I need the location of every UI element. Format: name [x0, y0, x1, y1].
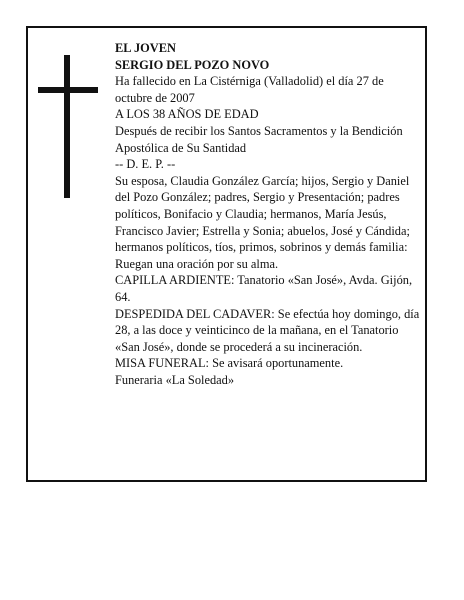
cross-icon [38, 55, 98, 198]
obituary-notice [26, 26, 427, 482]
deceased-name: SERGIO DEL POZO NOVO [115, 57, 270, 72]
notice-heading-1: EL JOVEN [115, 41, 176, 55]
mass-info: MISA FUNERAL: Se avisará oportunamente. [115, 356, 344, 371]
obituary-text [115, 40, 420, 388]
funeral-home: Funeraria «La Soledad» [115, 372, 235, 387]
rip-line: -- D. E. P. -- [115, 157, 176, 172]
family-list: Su esposa, Claudia González García; hijos, Sergio y Daniel del Pozo González; padres, Sergio y Presentación; padres políticos, Bonifacio y Claudia; hermanos, María Jesús, Francisco Javier; Estrella y Sonia; abuelos, José y Cándida; hermanos políticos, tíos, primos, sobrinos y demás familia: [115, 173, 410, 255]
sacraments-line: Después de recibir los Santos Sacramentos y la Bendición Apostólica de Su Santidad [115, 123, 403, 155]
cross-horizontal-bar [38, 87, 98, 93]
farewell-info: DESPEDIDA DEL CADAVER: Se efectúa hoy domingo, día 28, a las doce y veinticinco de la mañana, en el Tanatorio «San José», donde se procederá a su incineración. [115, 306, 420, 354]
death-info: Ha fallecido en La Cistérniga (Valladolid) el día 27 de octubre de 2007 [115, 74, 384, 105]
age-line: A LOS 38 AÑOS DE EDAD [115, 107, 259, 122]
cross-vertical-bar [64, 55, 70, 198]
chapel-info: CAPILLA ARDIENTE: Tanatorio «San José», Avda. Gijón, 64. [115, 273, 413, 304]
prayer-line: Ruegan una oración por su alma. [115, 256, 279, 271]
